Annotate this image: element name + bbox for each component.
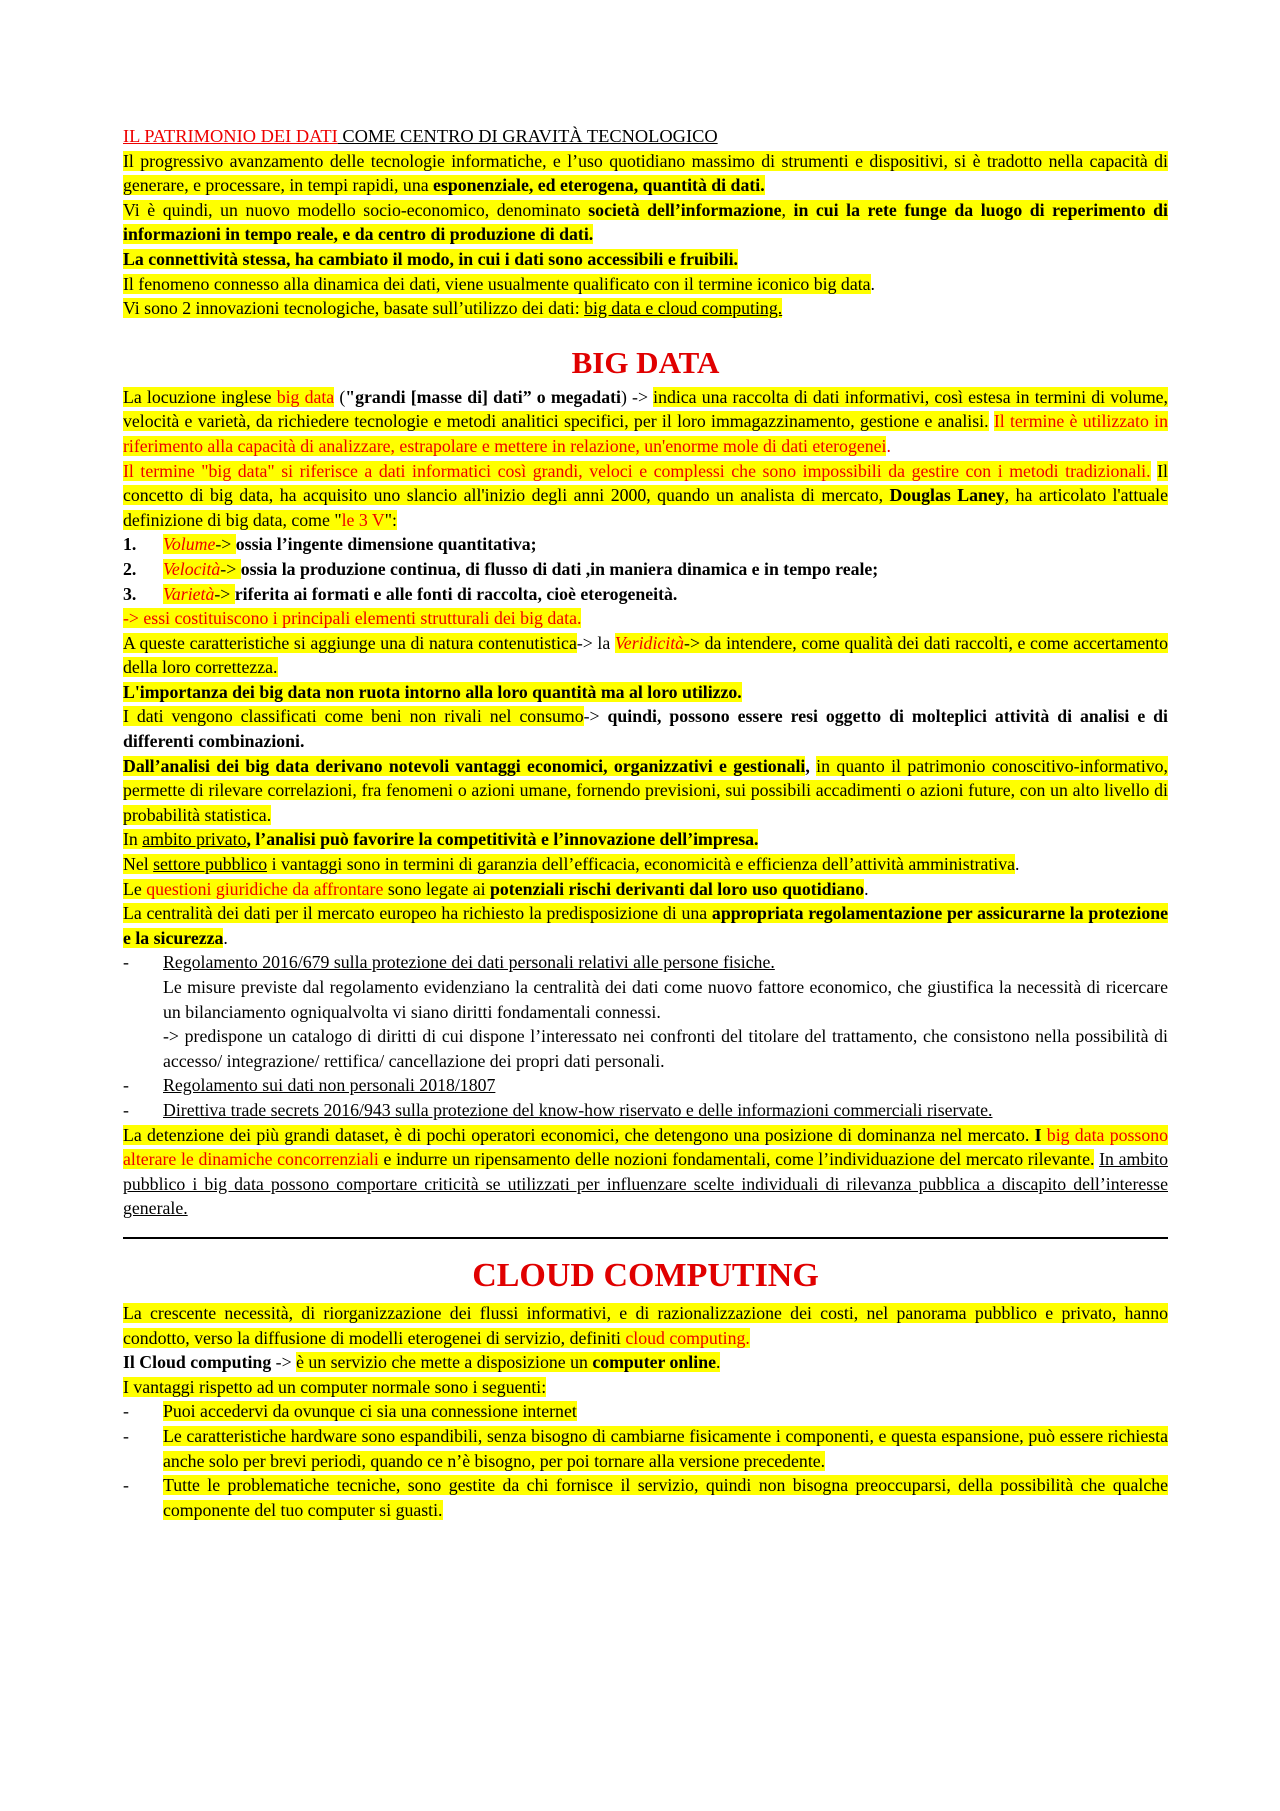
text-run: ->: [220, 558, 241, 579]
text-run: le 3 V: [341, 509, 385, 530]
paragraph: [123, 198, 1168, 247]
list-item: [123, 582, 1168, 607]
text-run: questioni giuridiche da affrontare: [146, 878, 384, 899]
text-run: -> la: [576, 632, 615, 653]
text-run: Il progressivo avanzamento delle tecnologie informatiche, e l’uso quotidiano massimo di strumenti e dispositivi, si è tradotto nella capacità di generare, e processare, in tempi rapidi, una: [123, 150, 1168, 196]
list-item-text: [163, 1399, 1168, 1424]
document-page: [123, 124, 1168, 1522]
paragraph: [123, 901, 1168, 950]
text-run: settore pubblico: [153, 854, 268, 875]
text-run: in quanto il patrimonio conoscitivo-informativo, permette di rilevare correlazioni, fra fenomeni o azioni umane, fornendo previsioni, sui possibili accadimenti o azioni future, con un alto livello di probabilità statistica.: [123, 755, 1168, 825]
text-run: .: [870, 273, 875, 294]
text-run: ->: [684, 632, 705, 653]
text-run: La centralità dei dati per il mercato europeo ha richiesto la predisposizione di una: [123, 903, 712, 924]
text-run: BIG DATA: [571, 344, 720, 380]
paragraph: [123, 459, 1168, 533]
text-run: In ambito pubblico i big data possono comportare criticità se utilizzati per influenzare scelte individuali di rilevanza pubblica a discapito dell’interesse generale.: [123, 1149, 1168, 1219]
text-run: big data: [276, 386, 335, 407]
list-item: [123, 950, 1168, 975]
text-run: quindi, possono essere resi oggetto di molteplici attività di analisi e di differenti combinazioni.: [123, 706, 1168, 752]
text-run: ,: [1004, 485, 1016, 506]
text-run: In: [123, 829, 143, 850]
text-run: .: [223, 927, 228, 948]
list-item-text: [163, 557, 1168, 582]
list-marker: -: [123, 1401, 129, 1422]
indented-paragraph: [123, 1024, 1168, 1073]
list-marker: -: [123, 952, 129, 973]
text-run: .: [864, 878, 869, 899]
paragraph: [123, 680, 1168, 705]
text-run: I vantaggi rispetto ad un computer normale sono i seguenti:: [123, 1376, 547, 1397]
text-run: Tutte le problematiche tecniche, sono gestite da chi fornisce il servizio, quindi non bisogna preoccuparsi, della possibilità che qualche componente del tuo computer si guasti.: [163, 1475, 1168, 1520]
text-run: potenziali rischi derivanti dal loro uso quotidiano: [490, 878, 865, 899]
text-run: Veridicità: [614, 632, 685, 653]
text-run: I: [1034, 1124, 1042, 1145]
text-run: ->: [271, 1352, 297, 1373]
text-run: da intendere, come qualità dei dati raccolti, e come accertamento della loro correttezza.: [123, 632, 1168, 678]
paragraph: [123, 272, 1168, 297]
list-item-text: [163, 1424, 1168, 1473]
list-marker: 3.: [123, 583, 137, 604]
list-marker: 2.: [123, 558, 137, 579]
text-run: società dell’informazione: [588, 199, 782, 220]
text-run: ha articolato l'attuale definizione di big data, come ": [123, 485, 1168, 530]
text-run: cloud computing.: [625, 1327, 750, 1348]
text-run: big data possono alterare le dinamiche concorrenziali: [123, 1124, 1168, 1170]
text-run: .: [715, 1352, 721, 1373]
text-run: Puoi accedervi da ovunque ci sia una connessione internet: [163, 1401, 577, 1422]
list-item: [123, 557, 1168, 582]
text-run: COME CENTRO DI GRAVITÀ TECNOLOGICO: [337, 126, 718, 146]
list-item: [123, 1073, 1168, 1098]
text-run: A queste caratteristiche si aggiunge una di natura contenutistica: [123, 632, 577, 653]
paragraph: [123, 827, 1168, 852]
text-run: -> predispone un catalogo di diritti di cui dispone l’interessato nei confronti del titolare del trattamento, che consistono nella possibilità di accesso/ integrazione/ rettifica/ cancellazione dei propri dati personali.: [163, 1026, 1168, 1071]
text-run: in cui la rete funge da luogo di reperimento di informazioni in tempo reale, e da centro di produzione di dati.: [123, 199, 1169, 245]
text-run: Le: [123, 878, 147, 899]
text-run: Direttiva trade secrets 2016/943 sulla protezione del know-how riservato e delle informazioni commerciali riservate.: [163, 1099, 993, 1120]
paragraph: [123, 385, 1168, 459]
text-run: esponenziale, ed eterogena, quantità di dati.: [433, 175, 765, 196]
text-run: Regolamento 2016/679 sulla protezione dei dati personali relativi alle persone fisiche.: [163, 952, 775, 973]
text-run: Vi è quindi, un nuovo modello socio-economico, denominato: [123, 199, 589, 220]
text-run: IL PATRIMONIO DEI DATI: [123, 126, 338, 146]
text-run: computer online: [592, 1352, 716, 1373]
text-run: Il Cloud computing: [123, 1352, 272, 1373]
list-item: [123, 532, 1168, 557]
text-run: Varietà: [163, 583, 215, 604]
list-item: [123, 1473, 1168, 1522]
text-run: Douglas Laney: [889, 485, 1005, 506]
paragraph: [123, 149, 1168, 198]
indented-paragraph: [123, 975, 1168, 1024]
paragraph: [123, 754, 1168, 828]
text-run: sono legate ai: [383, 878, 491, 899]
list-marker: -: [123, 1475, 129, 1496]
text-run: i vantaggi sono in termini di garanzia dell’efficacia, economicità e efficienza dell’attività amministrativa: [267, 854, 1016, 875]
text-run: La detenzione dei più grandi dataset, è di pochi operatori economici, che detengono una posizione di dominanza nel mercato.: [123, 1124, 1035, 1145]
text-run: Velocità: [163, 558, 221, 579]
paragraph: [123, 852, 1168, 877]
text-run: ->: [215, 534, 236, 555]
list-item: [123, 1399, 1168, 1424]
text-run: Regolamento sui dati non personali 2018/1807: [163, 1075, 496, 1096]
text-run: ossia la produzione continua, di flusso di dati ,in maniera dinamica e in tempo reale;: [240, 558, 879, 579]
text-run: La connettività stessa, ha cambiato il modo, in cui i dati sono accessibili e fruibili.: [123, 248, 738, 269]
text-run: ,: [781, 199, 794, 220]
text-run: ->: [583, 706, 608, 727]
document-title: [123, 124, 1168, 149]
text-run: L'importanza dei big data non ruota intorno alla loro quantità ma al loro utilizzo.: [123, 681, 742, 702]
paragraph: [123, 1350, 1168, 1375]
list-marker: 1.: [123, 534, 137, 555]
text-run: -> essi costituiscono i principali elementi strutturali dei big data.: [123, 608, 582, 629]
text-run: Dall’analisi dei big data derivano notevoli vantaggi economici, organizzativi e gestionali: [123, 755, 806, 776]
paragraph: [123, 1375, 1168, 1400]
text-run: big data e cloud computing.: [584, 298, 783, 319]
text-run: Nel: [123, 854, 154, 875]
text-run: ambito privato: [142, 829, 247, 850]
text-run: è un servizio che mette a disposizione un: [296, 1352, 593, 1373]
list-item: [123, 1424, 1168, 1473]
text-run: Il termine è utilizzato in riferimento alla capacità di analizzare, estrapolare e mettere in relazione, un'enorme mole di dati eterogenei: [123, 411, 1168, 456]
text-run: Le misure previste dal regolamento evidenziano la centralità dei dati come nuovo fattore economico, che giustifica la necessità di ricercare un bilanciamento ogniqualvolta vi siano diritti fondamentali connessi.: [163, 977, 1168, 1022]
text-run: Il termine "big data" si riferisce a dati informatici così grandi, veloci e complessi che sono impossibili da gestire con i metodi tradizionali.: [123, 460, 1151, 481]
paragraph: [123, 1301, 1168, 1350]
paragraph: [123, 247, 1168, 272]
text-run: (: [334, 386, 346, 407]
section-heading: [123, 1255, 1168, 1297]
section-divider: [123, 1237, 1168, 1239]
text-run: "grandi [masse di] dati” o megadati: [345, 386, 621, 407]
paragraph: [123, 631, 1168, 680]
list-marker: -: [123, 1425, 129, 1446]
text-run: La locuzione inglese: [123, 386, 277, 407]
list-item-text: [163, 532, 1168, 557]
list-item-text: [163, 950, 1168, 975]
paragraph: [123, 877, 1168, 902]
text-run: Il concetto di big data, ha acquisito uno slancio all'inizio degli anni 2000, quando un analista di mercato,: [123, 460, 1168, 506]
text-run: .: [1015, 854, 1020, 875]
text-run: riferita ai formati e alle fonti di raccolta, cioè eterogeneità.: [234, 583, 678, 604]
list-item-text: [163, 1473, 1168, 1522]
text-run: La crescente necessità, di riorganizzazione dei flussi informativi, e di razionalizzazione dei costi, nel panorama pubblico e privato, hanno condotto, verso la diffusione di modelli eterogenei di servizio, definiti: [123, 1302, 1168, 1348]
text-run: ,: [805, 755, 810, 776]
text-run: ) ->: [620, 386, 654, 407]
text-run: , l’analisi può favorire la competitività e l’innovazione dell’impresa.: [246, 829, 759, 850]
text-run: [1042, 1125, 1047, 1145]
text-run: ":: [384, 509, 397, 530]
paragraph: [123, 704, 1168, 753]
text-run: I dati vengono classificati come beni non rivali nel consumo: [123, 706, 584, 727]
list-item: [123, 1098, 1168, 1123]
section-heading: [123, 343, 1168, 383]
text-run: appropriata regolamentazione per assicurarne la protezione e la sicurezza: [123, 903, 1168, 948]
list-marker: -: [123, 1099, 129, 1120]
text-run: ossia l’ingente dimensione quantitativa;: [235, 534, 537, 555]
list-item-text: [163, 582, 1168, 607]
paragraph: [123, 1123, 1168, 1221]
text-run: CLOUD COMPUTING: [472, 1256, 819, 1294]
list-item-text: [163, 1098, 1168, 1123]
text-run: Vi sono 2 innovazioni tecnologiche, basate sull’utilizzo dei dati:: [123, 298, 585, 319]
text-run: indica una raccolta di dati informativi, così estesa in termini di volume, velocità e varietà, da richiedere tecnologie e metodi analitici specifici, per il loro immagazzinamento, gestione e analisi.: [123, 386, 1168, 432]
paragraph: [123, 296, 1168, 321]
paragraph: [123, 606, 1168, 631]
text-run: .: [886, 435, 891, 456]
list-item-text: [163, 1073, 1168, 1098]
text-run: Il fenomeno connesso alla dinamica dei dati, viene usualmente qualificato con il termine iconico big data: [123, 273, 871, 294]
text-run: ->: [214, 583, 235, 604]
list-marker: -: [123, 1075, 129, 1096]
text-run: Le caratteristiche hardware sono espandibili, senza bisogno di cambiarne fisicamente i componenti, e questa espansione, può essere richiesta anche solo per brevi periodi, quando ce n’è bisogno, per poi tornare alla versione precedente.: [163, 1425, 1168, 1471]
text-run: Volume: [163, 534, 216, 555]
text-run: e indurre un ripensamento delle nozioni fondamentali, come l’individuazione del mercato rilevante.: [378, 1149, 1095, 1170]
